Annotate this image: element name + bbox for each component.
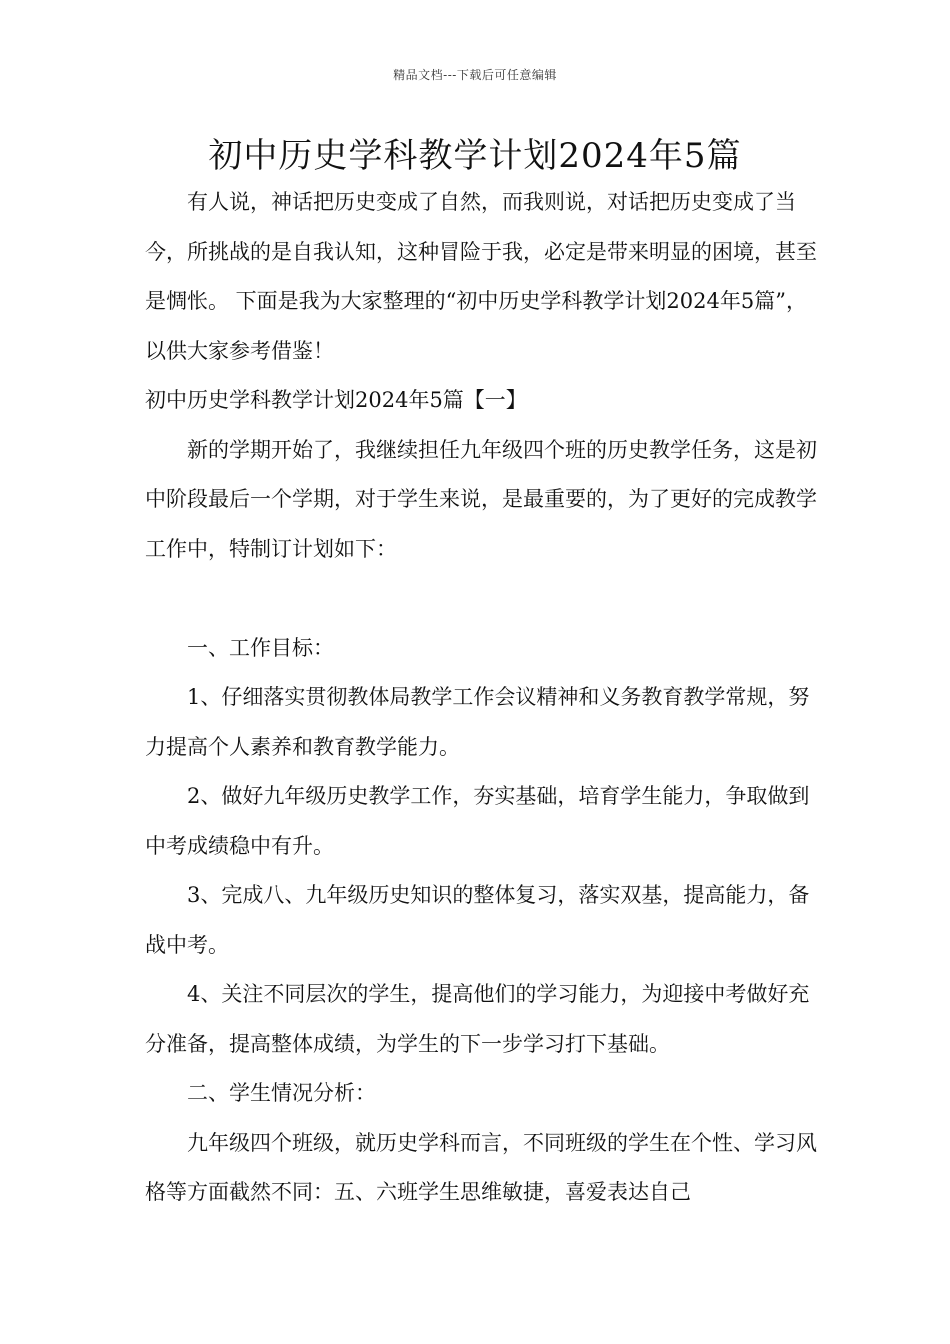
students-heading: 二、学生情况分析： xyxy=(187,1081,376,1105)
document-body xyxy=(145,178,825,1218)
blank-line xyxy=(145,574,825,624)
section-heading: 初中历史学科教学计划2024年5篇【一】 xyxy=(145,388,527,412)
students-paragraph: 九年级四个班级，就历史学科而言，不同班级的学生在个性、学习风格等方面截然不同：五、六班学生思维敏捷，喜爱表达自己 xyxy=(145,1130,817,1204)
goal-item-3: 3、完成八、九年级历史知识的整体复习，落实双基，提高能力，备战中考。 xyxy=(145,883,810,957)
goal-item-2: 2、做好九年级历史教学工作，夯实基础，培育学生能力，争取做到中考成绩稳中有升。 xyxy=(145,784,810,858)
goal-item-1: 1、仔细落实贯彻教体局教学工作会议精神和义务教育教学常规，努力提高个人素养和教育教学能力。 xyxy=(145,685,810,759)
header-note: 精品文档---下载后可任意编辑 xyxy=(393,68,557,82)
document-title: 初中历史学科教学计划2024年5篇 xyxy=(208,136,742,176)
goals-heading: 一、工作目标： xyxy=(187,635,334,660)
goal-item-4: 4、关注不同层次的学生，提高他们的学习能力，为迎接中考做好充分准备，提高整体成绩，为学生的下一步学习打下基础。 xyxy=(145,982,810,1056)
intro-paragraph: 有人说，神话把历史变成了自然，而我则说，对话把历史变成了当今，所挑战的是自我认知，这种冒险于我，必定是带来明显的困境，甚至是惆怅。 下面是我为大家整理的“初中历史学科教学计划2024年5篇”，以供大家参考借鉴！ xyxy=(145,190,817,363)
opening-paragraph: 新的学期开始了，我继续担任九年级四个班的历史教学任务，这是初中阶段最后一个学期，对于学生来说，是最重要的，为了更好的完成教学工作中，特制订计划如下： xyxy=(145,437,817,561)
